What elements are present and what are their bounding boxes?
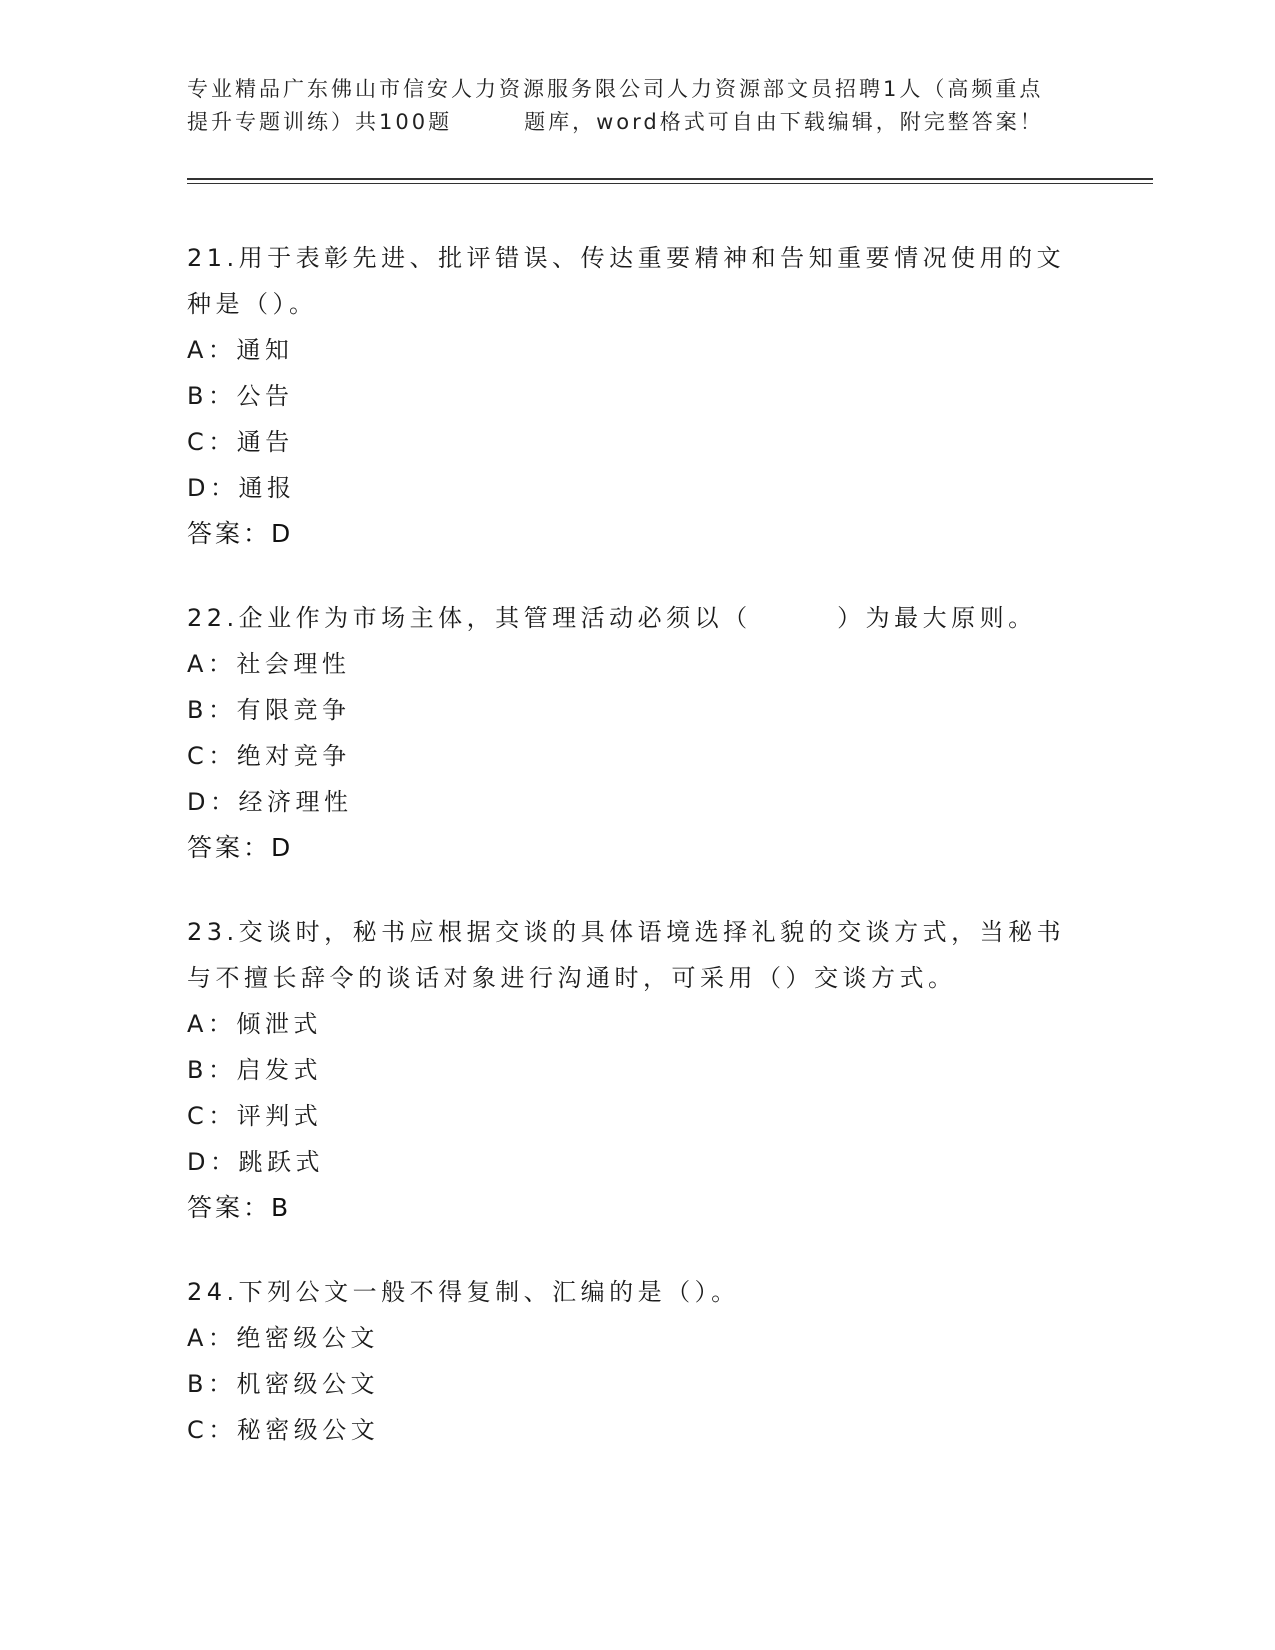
question-24	[187, 1269, 1087, 1453]
option-b: B：有限竞争	[187, 696, 351, 724]
question-text: 23.交谈时，秘书应根据交谈的具体语境选择礼貌的交谈方式，当秘书与不擅长辞令的谈话对象进行沟通时，可采用（）交谈方式。	[187, 918, 1066, 992]
option-d: D：经济理性	[187, 788, 353, 816]
question-22	[187, 595, 1087, 871]
option-c: C：通告	[187, 428, 294, 456]
question-21	[187, 235, 1087, 557]
option-c: C：绝对竞争	[187, 742, 351, 770]
option-d: D：跳跃式	[187, 1148, 324, 1176]
question-text: 24.下列公文一般不得复制、汇编的是（）。	[187, 1278, 740, 1306]
option-b: B：启发式	[187, 1056, 322, 1084]
option-a: A：社会理性	[187, 650, 351, 678]
question-23	[187, 909, 1087, 1231]
option-b: B：公告	[187, 382, 294, 410]
header-divider	[187, 178, 1153, 184]
header-line-2: 提升专题训练）共100题 题库，word格式可自由下载编辑，附完整答案！	[187, 110, 1044, 134]
question-list	[187, 235, 1087, 1491]
option-c: C：秘密级公文	[187, 1416, 380, 1444]
answer: 答案：B	[187, 1193, 292, 1222]
answer: 答案：D	[187, 519, 294, 548]
question-text: 21.用于表彰先进、批评错误、传达重要精神和告知重要情况使用的文种是（）。	[187, 244, 1066, 318]
option-a: A：倾泄式	[187, 1010, 322, 1038]
option-a: A：通知	[187, 336, 294, 364]
option-a: A：绝密级公文	[187, 1324, 379, 1352]
question-text: 22.企业作为市场主体，其管理活动必须以（ ）为最大原则。	[187, 604, 1037, 632]
page-header	[187, 73, 1087, 139]
header-line-1: 专业精品广东佛山市信安人力资源服务限公司人力资源部文员招聘1人（高频重点	[187, 77, 1044, 101]
option-c: C：评判式	[187, 1102, 323, 1130]
answer: 答案：D	[187, 833, 294, 862]
option-d: D：通报	[187, 474, 296, 502]
option-b: B：机密级公文	[187, 1370, 379, 1398]
